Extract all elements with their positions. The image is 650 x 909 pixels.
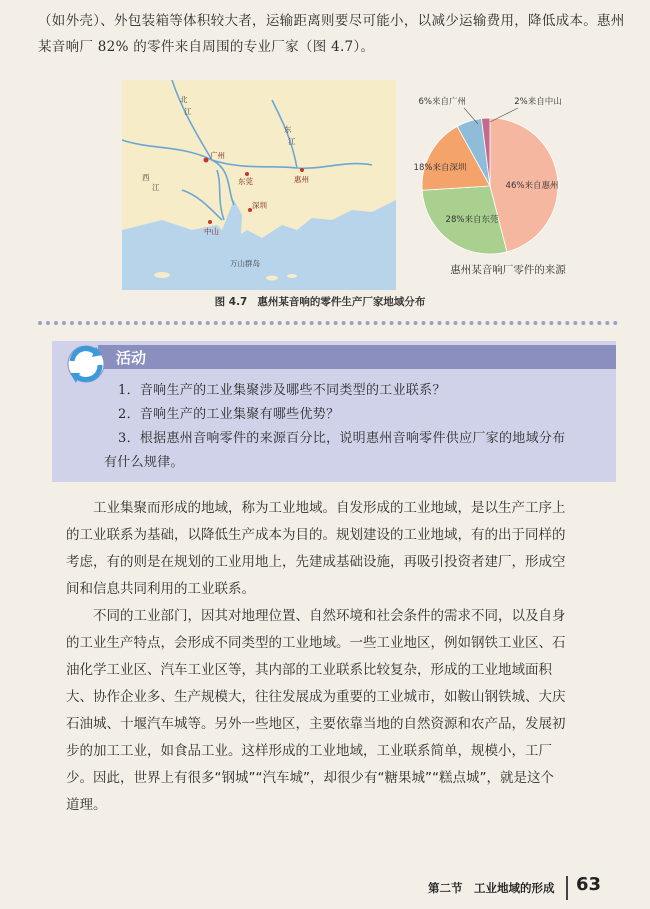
guangzhou-marker	[204, 158, 209, 163]
pie-label-huizhou: 46%来自惠州	[505, 181, 559, 191]
map-river-char-3: 西	[142, 173, 150, 182]
activity-cycle-icon	[62, 343, 112, 389]
map-river-char-4: 江	[152, 183, 160, 192]
activity-title: 活动	[116, 349, 147, 367]
map-label-wanshan: 万山群岛	[230, 259, 260, 268]
activity-header-bar	[98, 345, 616, 369]
pie-label-guangzhou: 6%来自广州	[418, 97, 466, 107]
pie-label-zhongshan: 2%来自中山	[514, 97, 562, 107]
activity-question-3-cont: 有什么规律。	[104, 455, 184, 470]
dongguan-marker	[245, 172, 249, 176]
pie-chart-title: 惠州某音响厂零件的来源	[450, 264, 566, 276]
activity-question-3: 3．根据惠州音响零件的来源百分比，说明惠州音响零件供应厂家的地域分布	[118, 431, 566, 446]
map-label-huizhou: 惠州	[294, 175, 309, 184]
pie-label-shenzhen: 18%来自深圳	[413, 163, 467, 173]
section-divider	[38, 321, 618, 325]
map-river-char-2: 江	[184, 107, 192, 116]
pie-chart	[413, 86, 596, 286]
zhongshan-marker	[208, 220, 212, 224]
body-paragraph-2: 不同的工业部门，因其对地理位置、自然环境和社会条件的需求不同，以及自身的工业生产特点，会形成不同类型的工业地域。一些工业地区，例如钢铁工业区、石油化学工业区、汽车工业区等，其内部的工业联系比较复杂，形成的工业地域面积大、协作企业多、生产规模大，往往发展成为重要的工业城市，如鞍山钢铁城、大庆石油城、十堰汽车城等。另外一些地区，主要依靠当地的自然资源和农产品，发展初步的加工工业，如食品工业。这样形成的工业地域，工业联系简单，规模小，工厂少。因此，世界上有很多“钢城”“汽车城”，却很少有“糖果城”“糕点城”，就是这个道理。	[66, 608, 566, 813]
page-number: 63	[576, 874, 602, 895]
map-river-char-1: 北	[180, 95, 188, 104]
map-label-guangzhou: 广州	[210, 151, 225, 160]
map-river-char-5: 东	[284, 125, 292, 134]
footer-divider	[566, 876, 568, 900]
huizhou-marker	[300, 168, 304, 172]
map-label-shenzhen: 深圳	[252, 201, 267, 210]
map-label-zhongshan: 中山	[204, 227, 219, 236]
figure-number: 图 4.7	[214, 296, 248, 308]
figure-caption-text: 惠州某音响的零件生产厂家地域分布	[257, 296, 426, 308]
activity-question-1: 1．音响生产的工业集聚涉及哪些不同类型的工业联系？	[118, 383, 446, 398]
footer-section-title: 第二节 工业地域的形成	[428, 881, 555, 895]
activity-question-2: 2．音响生产的工业集聚有哪些优势？	[118, 407, 340, 422]
activity-questions	[104, 379, 608, 475]
page-footer	[0, 876, 650, 900]
pie-label-dongguan: 28%来自东莞	[445, 215, 499, 225]
body-text	[66, 495, 566, 819]
regional-map	[122, 80, 396, 290]
body-paragraph-1: 工业集聚而形成的地域，称为工业地域。自发形成的工业地域，是以生产工序上的工业联系为基础，以降低生产成本为目的。规划建设的工业地域，有的出于同样的考虑，有的则是在规划的工业用地上，先建成基础设施，再吸引投资者建厂，形成空间和信息共同利用的工业联系。	[66, 500, 566, 597]
map-label-dongguan: 东莞	[238, 177, 253, 186]
figure-caption	[0, 294, 650, 309]
map-river-char-6: 江	[288, 137, 296, 146]
intro-paragraph: （如外壳）、外包装箱等体积较大者，运输距离则要尽可能小，以减少运输费用，降低成本。惠州某音响厂 82% 的零件来自周围的专业厂家（图 4.7）。	[38, 13, 625, 55]
activity-box	[52, 341, 616, 482]
